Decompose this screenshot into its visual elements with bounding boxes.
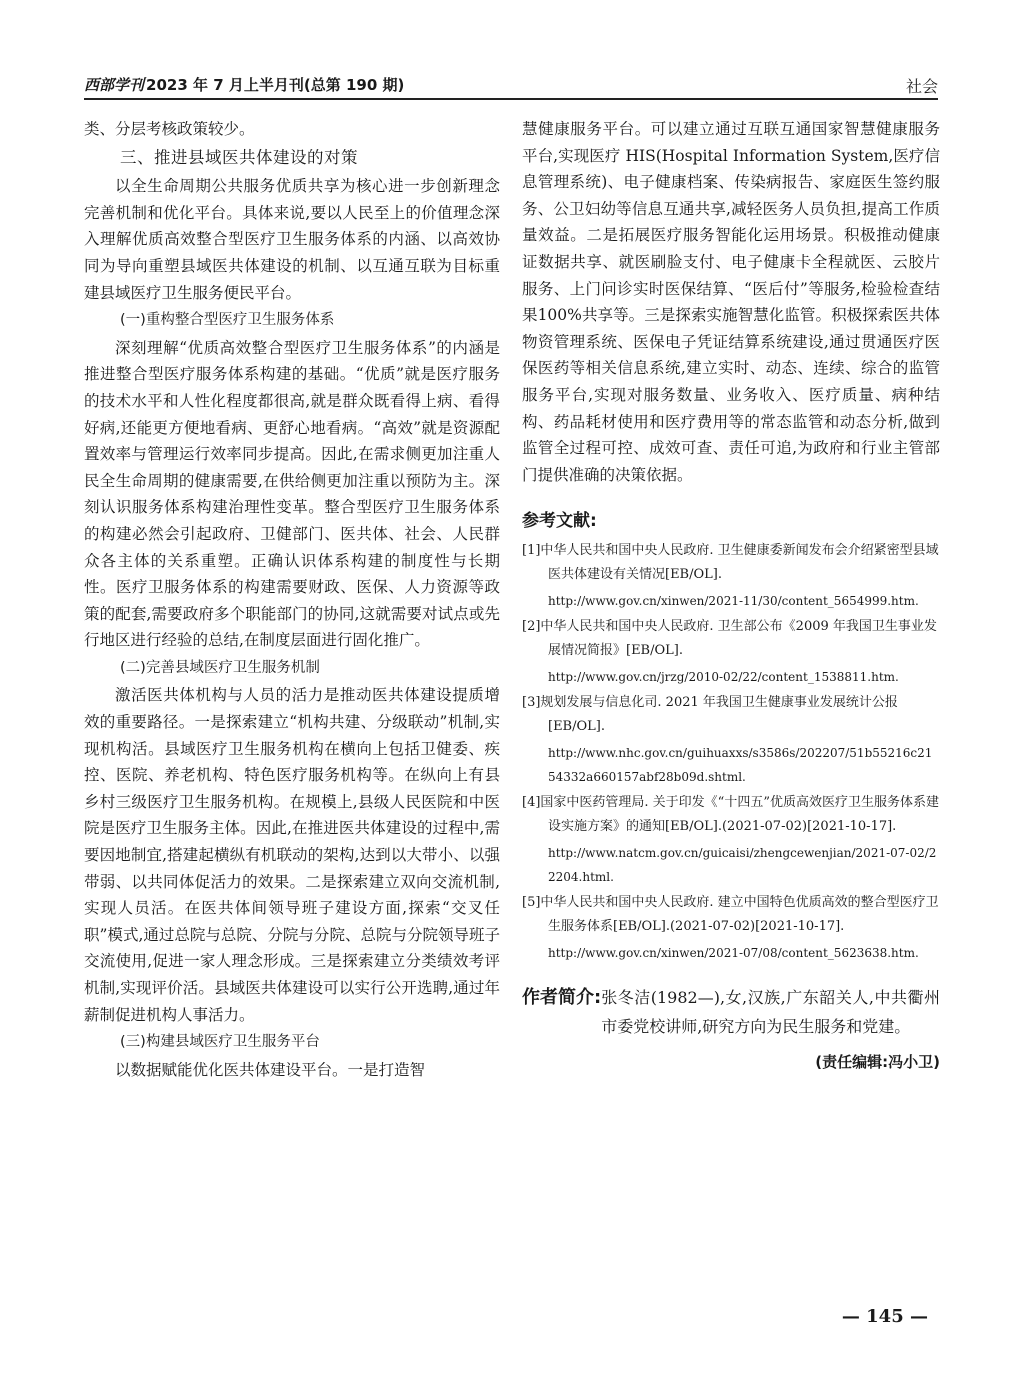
reference-url: http://www.gov.cn/xinwen/2021-07/08/content_5623638.htm.	[548, 945, 919, 960]
references-title: 参考文献:	[522, 511, 597, 532]
references-list	[522, 539, 940, 965]
paragraph-intro: 类、分层考核政策较少。	[84, 120, 255, 138]
author-bio-label: 作者简介:	[522, 986, 602, 1008]
subheading-one: (一)重构整合型医疗卫生服务体系	[120, 312, 335, 329]
reference-url: http://www.gov.cn/jrzg/2010-02/22/content_1538811.htm.	[548, 669, 899, 684]
reference-url: http://www.natcm.gov.cn/guicaisi/zhengcewenjian/2021-07-02/22204.html.	[548, 845, 937, 884]
reference-text: [1]中华人民共和国中央人民政府. 卫生健康委新闻发布会介绍紧密型县域医共体建设有关情况[EB/OL].	[522, 542, 939, 582]
left-column	[84, 116, 500, 1083]
paragraph-sub-one: 深刻理解“优质高效整合型医疗卫生服务体系”的内涵是推进整合型医疗服务体系构建的基础。“优质”就是医疗服务的技术水平和人性化程度都很高,就是群众既看得上病、看得好病,还能更方便地看病、更舒心地看病。“高效”就是资源配置效率与管理运行效率同步提高。因此,在需求侧更加注重人民全生命周期的健康需要,在供给侧更加注重以预防为主。深刻认识服务体系构建治理性变革。整合型医疗卫生服务体系的构建必然会引起政府、卫健部门、医共体、社会、人民群众各主体的关系重塑。正确认识体系构建的制度性与长期性。医疗卫服务体系的构建需要财政、医保、人力资源等政策的配套,需要政府多个职能部门的协同,这就需要对试点或先行地区进行经验的总结,在制度层面进行固化推广。	[84, 338, 500, 650]
reference-item	[522, 791, 940, 889]
reference-text: [4]国家中医药管理局. 关于印发《“十四五”优质高效医疗卫生服务体系建设实施方案》的通知[EB/OL].(2021-07-02)[2021-10-17].	[522, 794, 939, 834]
subheading-two: (二)完善县域医疗卫生服务机制	[120, 659, 320, 676]
journal-logo: 西部学刊	[84, 76, 145, 94]
responsible-editor: (责任编辑:冯小卫)	[815, 1052, 940, 1071]
paragraph-sub-three: 以数据赋能优化医共体建设平台。一是打造智	[115, 1060, 426, 1079]
page-number: — 145 —	[841, 1306, 928, 1327]
reference-item	[522, 615, 940, 689]
right-column	[522, 116, 940, 1076]
reference-item	[522, 539, 940, 613]
reference-item	[522, 891, 940, 965]
page-header	[84, 72, 938, 100]
reference-item	[522, 691, 940, 789]
reference-text: [5]中华人民共和国中央人民政府. 建立中国特色优质高效的整合型医疗卫生服务体系[EB/OL].(2021-07-02)[2021-10-17].	[522, 894, 939, 934]
issue-info: 2023 年 7 月上半月刊(总第 190 期)	[146, 76, 405, 94]
paragraph-continued: 慧健康服务平台。可以建立通过互联互通国家智慧健康服务平台,实现医疗 HIS(Hospital Information System,医疗信息管理系统)、电子健康档案、传染病报告、家庭医生签约服务、公卫妇幼等信息互通共享,减轻医务人员负担,提高工作质量效益。二是拓展医疗服务智能化运用场景。积极推动健康证数据共享、就医刷脸支付、电子健康卡全程就医、云胶片服务、上门问诊实时医保结算、“医后付”等服务,检验检查结果100%共享等。三是探索实施智慧化监管。积极探索医共体物资管理系统、医保电子凭证结算系统建设,通过贯通医疗医保医药等相关信息系统,建立实时、动态、连续、综合的监管服务平台,实现对服务数量、业务收入、医疗质量、病种结构、药品耗材使用和医疗费用等的常态监管和动态分析,做到监管全过程可控、成效可查、责任可追,为政府和行业主管部门提供准确的决策依据。	[522, 120, 940, 484]
paragraph-section-three: 以全生命周期公共服务优质共享为核心进一步创新理念完善机制和优化平台。具体来说,要以人民至上的价值理念深入理解优质高效整合型医疗卫生服务体系的内涵、以高效协同为导向重塑县域医共体建设的机制、以互通互联为目标重建县域医疗卫生服务便民平台。	[84, 177, 500, 302]
paragraph-sub-two: 激活医共体机构与人员的活力是推动医共体建设提质增效的重要路径。一是探索建立“机构共建、分级联动”机制,实现机构活。县域医疗卫生服务机构在横向上包括卫健委、疾控、医院、养老机构、特色医疗服务机构等。在纵向上有县乡村三级医疗卫生服务机构。在规模上,县级人民医院和中医院是医疗卫生服务主体。因此,在推进医共体建设的过程中,需要因地制宜,搭建起横纵有机联动的架构,达到以大带小、以强带弱、以共同体促活力的效果。二是探索建立双向交流机制,实现人员活。在医共体间领导班子建设方面,探索“交叉任职”模式,通过总院与总院、分院与分院、总院与分院领导班子交流使用,促进一家人理念形成。三是探索建立分类绩效考评机制,实现评价活。县域医共体建设可以实行公开选聘,通过年薪制促进机构人事活力。	[84, 686, 500, 1024]
subheading-three: (三)构建县域医疗卫生服务平台	[120, 1034, 320, 1051]
author-bio	[522, 983, 940, 1041]
reference-text: [2]中华人民共和国中央人民政府. 卫生部公布《2009 年我国卫生事业发展情况简报》[EB/OL].	[522, 618, 937, 658]
reference-text: [3]规划发展与信息化司. 2021 年我国卫生健康事业发展统计公报[EB/OL].	[522, 694, 898, 734]
section-label: 社会	[905, 77, 938, 96]
reference-url: http://www.gov.cn/xinwen/2021-11/30/content_5654999.htm.	[548, 593, 919, 608]
section-heading-three: 三、推进县域医共体建设的对策	[120, 147, 358, 167]
reference-url: http://www.nhc.gov.cn/guihuaxxs/s3586s/202207/51b55216c2154332a660157abf28b09d.shtml.	[548, 745, 933, 784]
journal-issue-line	[84, 74, 404, 95]
author-bio-text: 张冬洁(1982—),女,汉族,广东韶关人,中共衢州市委党校讲师,研究方向为民生服务和党建。	[601, 987, 940, 1036]
